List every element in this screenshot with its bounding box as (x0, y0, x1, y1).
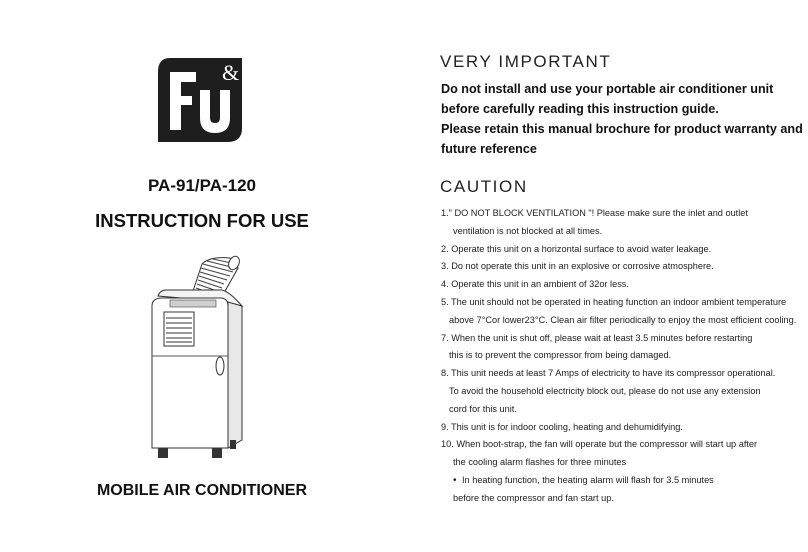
very-important-line: future reference (441, 142, 537, 156)
very-important-line: Do not install and use your portable air conditioner unit (441, 82, 774, 96)
air-conditioner-illustration (130, 252, 260, 467)
caution-item: 8. This unit needs at least 7 Amps of electricity to have its compressor operational. (441, 368, 776, 379)
caution-item: 3. Do not operate this unit in an explosive or corrosive atmosphere. (441, 261, 714, 272)
caution-item: ventilation is not blocked at all times. (453, 225, 603, 236)
caution-item: 5. The unit should not be operated in heating function an indoor ambient temperature (441, 296, 787, 307)
very-important-text (441, 79, 803, 159)
caution-item: 9. This unit is for indoor cooling, heating and dehumidifying. (441, 421, 683, 432)
bullet-icon: • (453, 474, 457, 486)
model-number: PA-91/PA-120 (147, 176, 257, 195)
caution-item: 7. When the unit is shut off, please wait at least 3.5 minutes before restarting (441, 332, 753, 343)
very-important-heading: VERY IMPORTANT (440, 52, 612, 71)
caution-item: 1." DO NOT BLOCK VENTILATION "! Please make sure the inlet and outlet (441, 208, 748, 218)
caution-bullet-text: In heating function, the heating alarm will flash for 3.5 minutes (462, 474, 714, 485)
caution-bullet-item (441, 472, 796, 490)
svg-text:&: & (222, 60, 240, 85)
instruction-title: INSTRUCTION FOR USE (95, 210, 309, 231)
very-important-line: before carefully reading this instruction guide. (441, 102, 719, 116)
caution-heading: CAUTION (440, 177, 528, 196)
caution-item: To avoid the household electricity block out, please do not use any extension (449, 385, 761, 396)
caution-item: 4. Operate this unit in an ambient of 32or less. (441, 279, 629, 290)
caution-item: above 7°Cor lower23°C. Clean air filter periodically to enjoy the most efficient cooling. (449, 314, 797, 325)
caution-list (441, 205, 796, 508)
brand-logo (150, 50, 250, 150)
caution-item: 10. When boot-strap, the fan will operate but the compressor will start up after (441, 439, 758, 450)
product-name: MOBILE AIR CONDITIONER (96, 482, 308, 499)
caution-item: the cooling alarm flashes for three minutes (453, 457, 627, 468)
very-important-line: Please retain this manual brochure for product warranty and (441, 122, 803, 136)
caution-item: cord for this unit. (449, 403, 517, 414)
caution-item: before the compressor and fan start up. (453, 492, 614, 503)
caution-item: this is to prevent the compressor from being damaged. (449, 350, 672, 361)
caution-item: 2. Operate this unit on a horizontal surface to avoid water leakage. (441, 243, 712, 254)
